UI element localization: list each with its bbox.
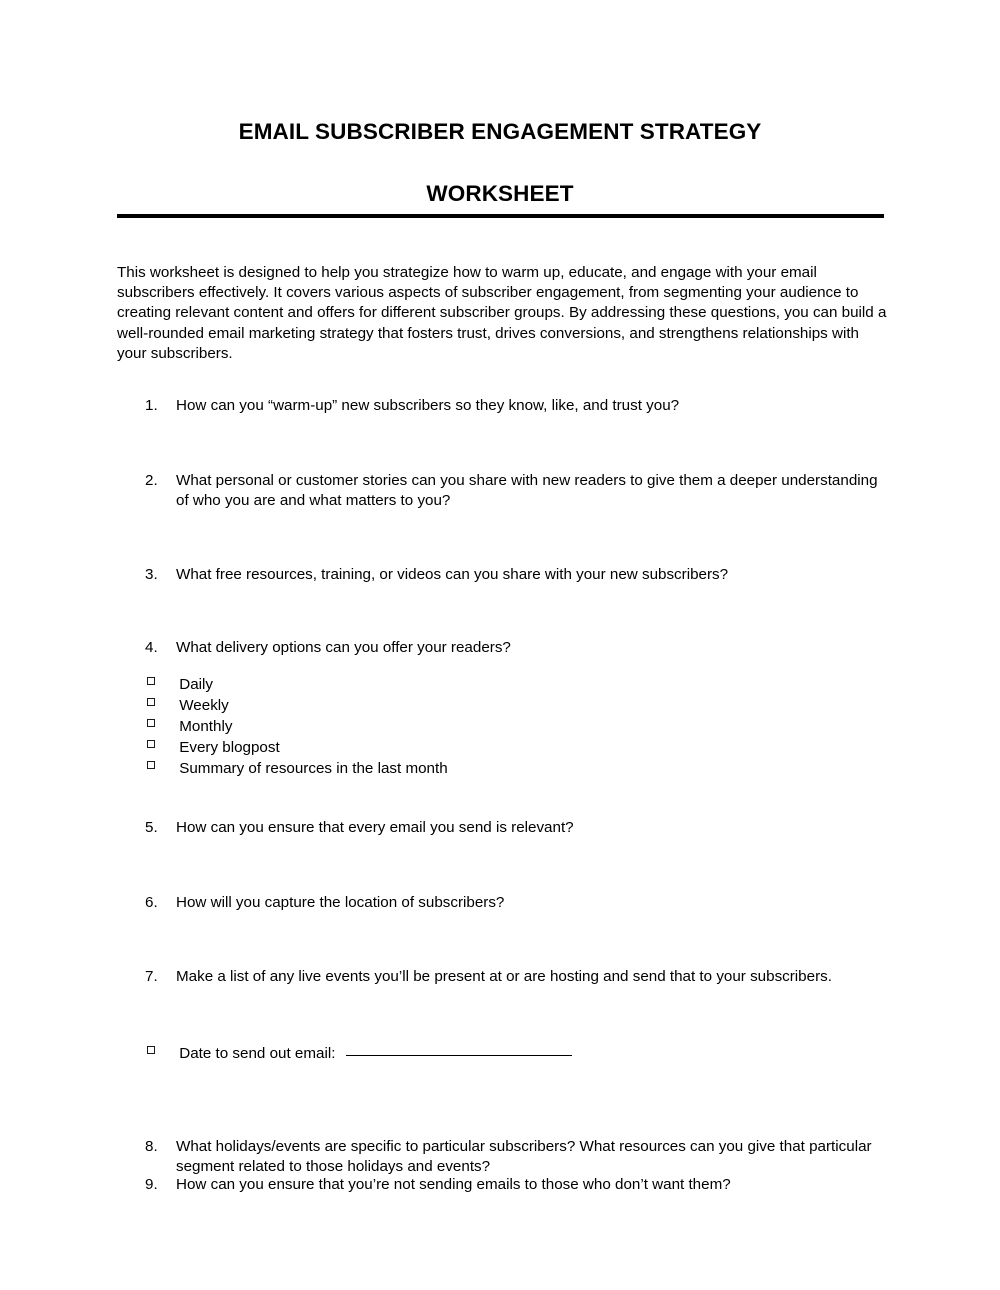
page-title-line-1: EMAIL SUBSCRIBER ENGAGEMENT STRATEGY — [238, 119, 762, 144]
question-number-3: 3. — [145, 566, 158, 583]
delivery-option-label: Summary of resources in the last month — [179, 760, 448, 777]
question-number-4: 4. — [145, 639, 158, 656]
question-text-6: How will you capture the location of subscribers? — [176, 894, 505, 911]
question-item-7 — [145, 967, 890, 987]
delivery-option-row[interactable] — [147, 675, 213, 695]
question-number-2: 2. — [145, 472, 158, 489]
date-field-label: Date to send out email: — [179, 1045, 336, 1062]
question-number-9: 9. — [145, 1176, 158, 1193]
question-text-4: What delivery options can you offer your readers? — [176, 639, 511, 656]
checkbox-icon[interactable] — [147, 698, 158, 709]
question-text-9: How can you ensure that you’re not sending emails to those who don’t want them? — [176, 1176, 731, 1193]
checkbox-icon[interactable] — [147, 761, 158, 772]
intro-paragraph: This worksheet is designed to help you strategize how to warm up, educate, and engage with your email subscribers effectively. It covers various aspects of subscriber engagement, from segmenting your audience to creating relevant content and offers for different subscriber groups. By addressing these questions, you can build a well-rounded email marketing strategy that fosters trust, drives conversions, and strengthens relationships with your subscribers. — [117, 264, 887, 362]
delivery-option-row[interactable] — [147, 759, 448, 779]
delivery-option-row[interactable] — [147, 717, 232, 737]
question-item-6 — [145, 893, 890, 913]
question-number-6: 6. — [145, 894, 158, 911]
question-text-8: What holidays/events are specific to particular subscribers? What resources can you give that particular segment related to those holidays and events? — [176, 1138, 872, 1176]
question-text-3: What free resources, training, or videos can you share with your new subscribers? — [176, 566, 729, 583]
question-number-8: 8. — [145, 1138, 158, 1155]
delivery-option-label: Daily — [179, 676, 213, 693]
question-item-8 — [145, 1137, 890, 1177]
checkbox-icon[interactable] — [147, 677, 158, 688]
question-text-2: What personal or customer stories can you share with new readers to give them a deeper understanding of who you are and what matters to you? — [176, 472, 878, 510]
question-number-1: 1. — [145, 397, 158, 414]
question-item-2 — [145, 471, 890, 511]
checkbox-icon[interactable] — [147, 1046, 158, 1057]
question-item-4 — [145, 638, 890, 658]
delivery-option-label: Every blogpost — [179, 739, 280, 756]
question-text-5: How can you ensure that every email you send is relevant? — [176, 819, 574, 836]
question-item-5 — [145, 818, 890, 838]
question-item-1 — [145, 396, 890, 416]
delivery-option-label: Monthly — [179, 718, 233, 735]
delivery-option-row[interactable] — [147, 696, 229, 716]
header-divider — [117, 214, 884, 218]
question-text-1: How can you “warm-up” new subscribers so they know, like, and trust you? — [176, 397, 680, 414]
checkbox-icon[interactable] — [147, 740, 158, 751]
question-number-5: 5. — [145, 819, 158, 836]
question-number-7: 7. — [145, 968, 158, 985]
date-to-send-row[interactable] — [147, 1041, 572, 1064]
checkbox-icon[interactable] — [147, 719, 158, 730]
delivery-option-row[interactable] — [147, 738, 280, 758]
question-item-9 — [145, 1175, 890, 1195]
question-item-3 — [145, 565, 890, 585]
date-input-blank[interactable] — [346, 1041, 572, 1056]
question-text-7: Make a list of any live events you’ll be present at or are hosting and send that to your subscribers. — [176, 968, 832, 985]
page-title-line-2: WORKSHEET — [426, 181, 574, 206]
delivery-option-label: Weekly — [179, 697, 229, 714]
